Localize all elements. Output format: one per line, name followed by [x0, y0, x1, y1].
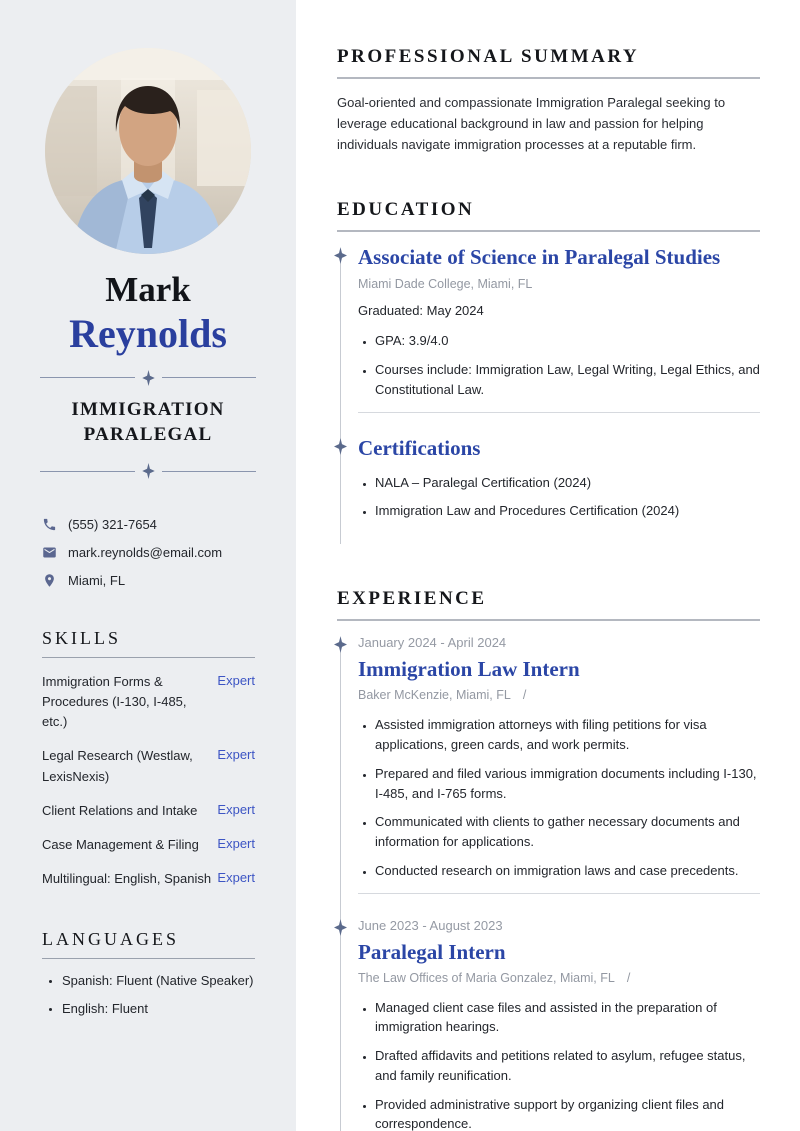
skills-section: [42, 628, 255, 889]
skills-heading: SKILLS: [42, 628, 255, 658]
phone-icon: [42, 517, 57, 532]
name-first: Mark: [105, 270, 191, 309]
education-timeline: [337, 245, 760, 544]
star-divider: [40, 463, 256, 479]
bullet-item: • Communicated with clients to gather necessary documents and information for applications.: [375, 812, 760, 852]
degree-title: Associate of Science in Paralegal Studies: [358, 245, 721, 270]
job-title-line1: IMMIGRATION: [71, 398, 225, 420]
job-dates: January 2024 - April 2024: [358, 635, 507, 651]
experience-entry: [337, 917, 760, 1131]
company-line: [358, 688, 760, 702]
education-section: [337, 199, 760, 544]
timeline-star-icon: [334, 247, 347, 264]
job-title: Paralegal Intern: [358, 939, 506, 964]
school-name: Miami Dade College, Miami, FL: [358, 277, 533, 292]
entry-separator: [358, 412, 760, 413]
language-item: • English: Fluent: [62, 1001, 255, 1016]
skill-level: Expert: [217, 801, 255, 817]
language-item: • Spanish: Fluent (Native Speaker): [62, 973, 255, 988]
bullet-item: • GPA: 3.9/4.0: [375, 331, 760, 351]
bullet-item: • Managed client case files and assisted in the preparation of immigration hearings.: [375, 998, 760, 1038]
summary-heading: PROFESSIONAL SUMMARY: [337, 46, 760, 79]
education-bullets: [361, 331, 760, 399]
languages-section: [42, 929, 255, 1016]
bullet-item: • Courses include: Immigration Law, Legal Writing, Legal Ethics, and Constitutional Law.: [375, 360, 760, 400]
skill-name: Case Management & Filing: [42, 836, 199, 852]
job-title: [0, 397, 296, 448]
email-icon: [42, 545, 57, 560]
summary-text: Goal-oriented and compassionate Immigration Paralegal seeking to leverage educational background in law and passion for helping individuals navigate immigration processes at a reputable firm.: [337, 95, 726, 153]
skill-item: [42, 801, 255, 821]
skill-item: [42, 869, 255, 889]
experience-entry: [337, 634, 760, 880]
email-address: mark.reynolds@email.com: [68, 545, 223, 561]
timeline-star-icon: [334, 636, 347, 653]
star-divider: [40, 370, 256, 386]
experience-section: [337, 588, 760, 1131]
phone-number: (555) 321-7654: [68, 517, 157, 533]
languages-list: [48, 973, 255, 1016]
entry-separator: [358, 893, 760, 894]
bullet-item: • Drafted affidavits and petitions related to asylum, refugee status, and family reunification.: [375, 1046, 760, 1086]
company-suffix: /: [626, 970, 631, 985]
job-bullets: [361, 998, 760, 1131]
skill-name: Multilingual: English, Spanish: [42, 871, 212, 887]
portrait-illustration: [45, 48, 251, 254]
bullet-item: • Conducted research on immigration laws and case precedents.: [375, 861, 760, 881]
profile-photo: [45, 48, 251, 254]
skill-item: [42, 746, 255, 786]
bullet-item: • NALA – Paralegal Certification (2024): [375, 473, 760, 493]
divider-line: [162, 377, 257, 378]
bullet-item: • Assisted immigration attorneys with filing petitions for visa applications, green cards, and work permits.: [375, 715, 760, 755]
skill-level: Expert: [217, 870, 255, 886]
job-title-line2: PARALEGAL: [83, 424, 213, 446]
company-name: The Law Offices of Maria Gonzalez, Miami, FL: [358, 970, 615, 985]
summary-section: [337, 46, 760, 155]
job-title: Immigration Law Intern: [358, 657, 580, 682]
bullet-item: • Provided administrative support by organizing client files and correspondence.: [375, 1095, 760, 1131]
resume-main: [296, 0, 800, 1131]
location-text: Miami, FL: [68, 573, 126, 589]
timeline-star-icon: [334, 438, 347, 455]
education-heading: EDUCATION: [337, 199, 760, 232]
contact-list: [42, 517, 266, 588]
skill-level: Expert: [217, 835, 255, 851]
skill-name: Legal Research (Westlaw, LexisNexis): [42, 748, 193, 784]
certifications-entry: [337, 436, 760, 522]
bullet-item: • Immigration Law and Procedures Certification (2024): [375, 501, 760, 521]
education-entry: [337, 245, 760, 399]
bullet-item: • Prepared and filed various immigration documents including I-130, I-485, and I-765 forms.: [375, 764, 760, 804]
star-icon: [142, 463, 155, 479]
experience-timeline: [337, 634, 760, 1131]
skill-item: [42, 835, 255, 855]
skill-level: Expert: [217, 747, 255, 763]
divider-line: [40, 377, 135, 378]
company-suffix: /: [522, 688, 527, 703]
certifications-title: Certifications: [358, 435, 481, 460]
contact-phone: [42, 517, 266, 532]
contact-location: [42, 573, 266, 588]
skill-level: Expert: [217, 673, 255, 689]
timeline-star-icon: [334, 919, 347, 936]
divider-line: [40, 471, 135, 472]
skill-name: Client Relations and Intake: [42, 802, 198, 818]
company-name: Baker McKenzie, Miami, FL: [358, 688, 511, 703]
star-icon: [142, 370, 155, 386]
name-last: Reynolds: [69, 310, 227, 356]
certifications-bullets: [361, 473, 760, 522]
skill-item: [42, 672, 255, 732]
skill-name: Immigration Forms & Procedures (I-130, I-485, etc.): [42, 674, 187, 730]
job-bullets: [361, 715, 760, 880]
sidebar: [0, 0, 296, 1131]
company-line: [358, 971, 760, 985]
job-dates: June 2023 - August 2023: [358, 917, 503, 933]
languages-heading: LANGUAGES: [42, 929, 255, 959]
divider-line: [162, 471, 257, 472]
location-icon: [42, 573, 57, 588]
contact-email: [42, 545, 266, 560]
experience-heading: EXPERIENCE: [337, 588, 760, 621]
graduation-date: Graduated: May 2024: [358, 303, 484, 319]
